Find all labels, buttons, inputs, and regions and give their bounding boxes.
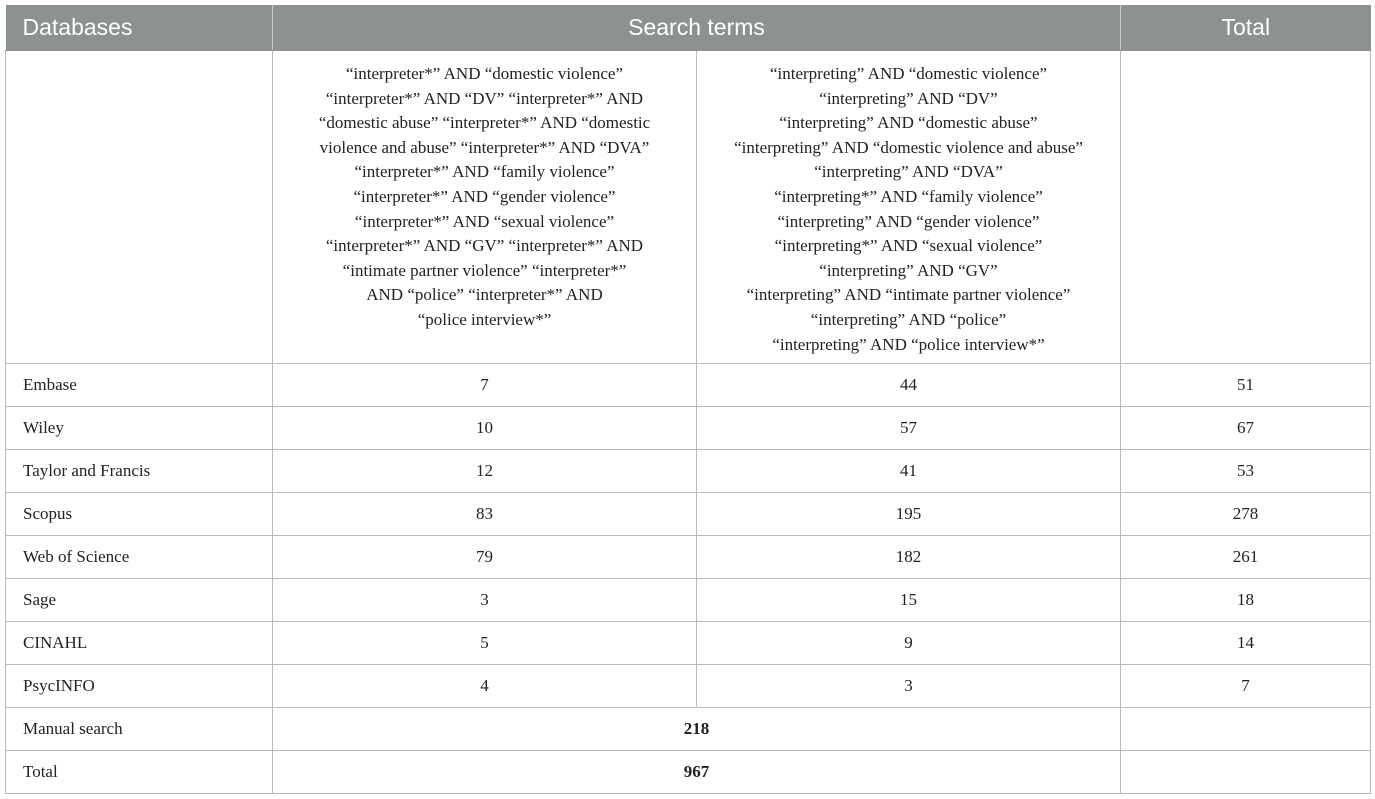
term-line: “interpreting” AND “DVA”: [814, 162, 1003, 182]
term-line: “intimate partner violence” “interpreter*”: [342, 260, 627, 280]
row-total: 53: [1121, 450, 1371, 493]
interpreting-count: 41: [697, 450, 1121, 493]
interpreter-count: 4: [273, 665, 697, 708]
interpreting-count: 195: [697, 493, 1121, 536]
term-line: “interpreting” AND “intimate partner violence”: [746, 285, 1071, 305]
table-row: [6, 407, 1371, 450]
terms-interpreting-cell: [697, 51, 1121, 364]
terms-interpreting-block: [697, 51, 1120, 357]
database-name: CINAHL: [6, 622, 273, 665]
table-row: [6, 622, 1371, 665]
interpreter-count: 83: [273, 493, 697, 536]
table-row: [6, 493, 1371, 536]
database-name: Taylor and Francis: [6, 450, 273, 493]
term-line: “interpreter*” AND “GV” “interpreter*” AND: [325, 236, 644, 256]
grand-total-empty-cell: [1121, 751, 1371, 794]
header-search-terms: Search terms: [273, 5, 1121, 51]
header-total: Total: [1121, 5, 1371, 51]
database-name: Embase: [6, 364, 273, 407]
grand-total-value: 967: [273, 751, 1121, 794]
interpreter-count: 7: [273, 364, 697, 407]
term-line: “interpreting” AND “domestic violence and abuse”: [734, 137, 1083, 157]
interpreter-count: 79: [273, 536, 697, 579]
database-name: PsycINFO: [6, 665, 273, 708]
row-total: 7: [1121, 665, 1371, 708]
table-row: [6, 450, 1371, 493]
grand-total-row: [6, 751, 1371, 794]
term-line: “interpreting” AND “domestic abuse”: [779, 113, 1038, 133]
header-databases: Databases: [6, 5, 273, 51]
interpreting-count: 3: [697, 665, 1121, 708]
database-name: Wiley: [6, 407, 273, 450]
row-total: 51: [1121, 364, 1371, 407]
term-line: “interpreting*” AND “sexual violence”: [774, 236, 1043, 256]
term-line: “interpreter*” AND “gender violence”: [353, 186, 616, 206]
manual-search-empty-cell: [1121, 708, 1371, 751]
term-line: “interpreting” AND “DV”: [819, 88, 998, 108]
term-line: AND “police” “interpreter*” AND: [366, 285, 603, 305]
interpreting-count: 9: [697, 622, 1121, 665]
table-header-row: [6, 5, 1371, 51]
interpreter-count: 5: [273, 622, 697, 665]
manual-search-row: [6, 708, 1371, 751]
grand-total-label: Total: [6, 751, 273, 794]
term-line: “interpreter*” AND “sexual violence”: [354, 211, 615, 231]
term-line: “interpreting” AND “police”: [810, 309, 1007, 329]
term-line: “police interview*”: [417, 309, 552, 329]
term-line: “interpreter*” AND “domestic violence”: [345, 64, 624, 83]
term-line: “interpreting” AND “police interview*”: [772, 334, 1045, 354]
database-name: Web of Science: [6, 536, 273, 579]
interpreter-count: 10: [273, 407, 697, 450]
database-name: Sage: [6, 579, 273, 622]
search-terms-row: [6, 51, 1371, 364]
row-total: 67: [1121, 407, 1371, 450]
terms-interpreter-cell: [273, 51, 697, 364]
row-total: 278: [1121, 493, 1371, 536]
database-name: Scopus: [6, 493, 273, 536]
terms-empty-cell: [6, 51, 273, 364]
term-line: “domestic abuse” “interpreter*” AND “domestic: [318, 113, 651, 133]
term-line: “interpreting*” AND “family violence”: [774, 186, 1043, 206]
interpreter-count: 12: [273, 450, 697, 493]
row-total: 261: [1121, 536, 1371, 579]
manual-search-label: Manual search: [6, 708, 273, 751]
search-results-table: [5, 5, 1371, 794]
term-line: “interpreting” AND “gender violence”: [777, 211, 1040, 231]
table-row: [6, 364, 1371, 407]
interpreting-count: 44: [697, 364, 1121, 407]
interpreting-count: 57: [697, 407, 1121, 450]
table-row: [6, 665, 1371, 708]
manual-search-value: 218: [273, 708, 1121, 751]
row-total: 14: [1121, 622, 1371, 665]
table-row: [6, 536, 1371, 579]
interpreting-count: 15: [697, 579, 1121, 622]
term-line: “interpreter*” AND “DV” “interpreter*” AND: [325, 88, 644, 108]
term-line: “interpreter*” AND “family violence”: [354, 162, 615, 182]
term-line: “interpreting” AND “domestic violence”: [769, 64, 1048, 83]
terms-interpreter-block: [273, 51, 696, 333]
terms-total-empty-cell: [1121, 51, 1371, 364]
table-row: [6, 579, 1371, 622]
interpreter-count: 3: [273, 579, 697, 622]
row-total: 18: [1121, 579, 1371, 622]
term-line: “interpreting” AND “GV”: [819, 260, 998, 280]
term-line: violence and abuse” “interpreter*” AND “DVA”: [319, 137, 650, 157]
interpreting-count: 182: [697, 536, 1121, 579]
